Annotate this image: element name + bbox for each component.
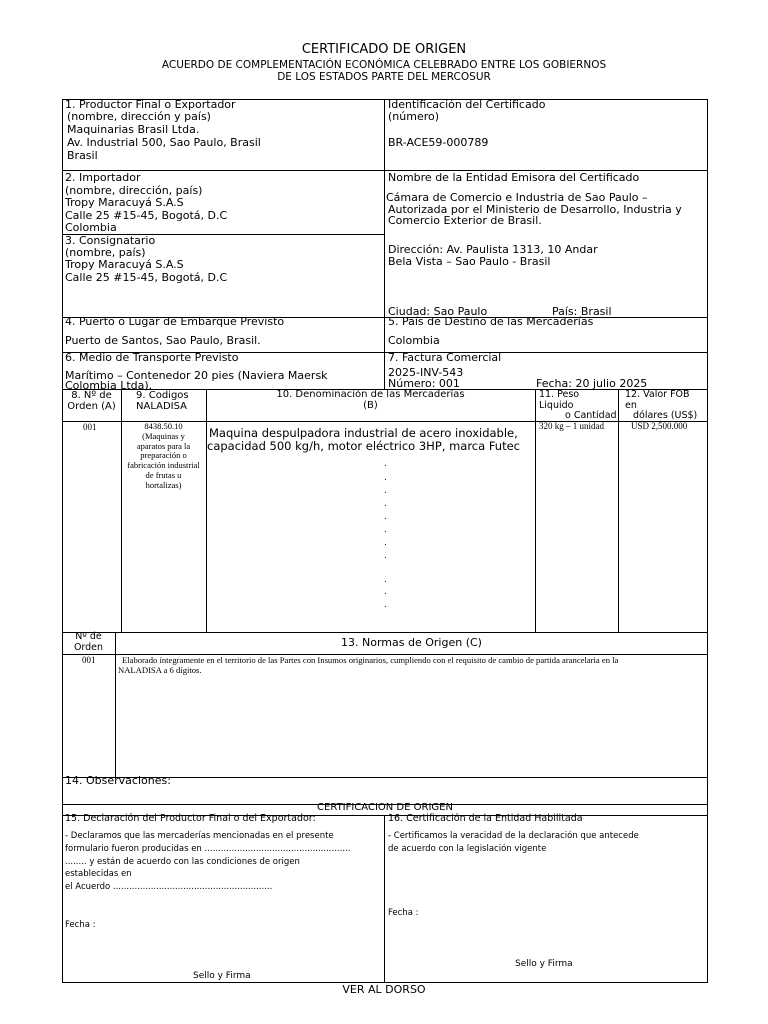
document-title: CERTIFICADO DE ORIGEN <box>301 42 467 57</box>
certificacion-entidad-label: 16. Certificación de la Entidad Habilitada <box>388 813 583 824</box>
normas-text-line1: Elaborado íntegramente en el territorio de las Partes con Insumos originarios, cumpliendo con el requisito de cambio de partida arancelaria en la <box>122 655 619 665</box>
goods-peso: 320 kg – 1 unidad <box>539 421 604 431</box>
entidad-line3: Comercio Exterior de Brasil. <box>388 214 542 227</box>
declaracion-line: - Declaramos que las mercaderías mencionadas en el presente <box>65 831 334 841</box>
document-subtitle-line2: DE LOS ESTADOS PARTE DEL MERCOSUR <box>277 71 491 83</box>
importador-address: Calle 25 #15-45, Bogotá, D.C <box>65 209 228 222</box>
entidad-line1: Cámara de Comercio e Industria de Sao Paulo – <box>386 191 648 204</box>
col-codigo-header <box>136 390 189 412</box>
declaracion-fecha: Fecha : <box>65 920 96 930</box>
declaracion-line: ........ y están de acuerdo con las condiciones de origen <box>65 857 300 867</box>
productor-address: Av. Industrial 500, Sao Paulo, Brasil <box>67 136 261 149</box>
ver-al-dorso: VER AL DORSO <box>342 983 426 996</box>
entidad-line2: Autorizada por el Ministerio de Desarrollo, Industria y <box>388 203 682 216</box>
puerto-value: Puerto de Santos, Sao Paulo, Brasil. <box>65 334 261 347</box>
col-valor-header-l1: 12. Valor FOB <box>625 389 690 400</box>
col-orden-header-l1: 8. Nº de <box>71 390 112 401</box>
certificacion-title: CERTIFICACION DE ORIGEN <box>317 802 453 813</box>
normas-label: 13. Normas de Origen (C) <box>341 636 482 649</box>
normas-orden-header-l1: Nº de <box>75 631 102 642</box>
productor-country: Brasil <box>67 149 98 162</box>
importador-sublabel: (nombre, dirección, país) <box>65 184 203 197</box>
goods-description-line2: capacidad 500 kg/h, motor eléctrico 3HP, marca Futec <box>207 439 520 453</box>
importador-name: Tropy Maracuyá S.A.S <box>65 196 184 209</box>
factura-code: 2025-INV-543 <box>388 366 464 379</box>
puerto-label: 4. Puerto o Lugar de Embarque Previsto <box>65 315 285 328</box>
normas-orden: 001 <box>82 655 96 665</box>
normas-orden-header-l2: Orden <box>73 641 104 653</box>
goods-codigo-desc-line: aparatos para la <box>136 440 191 451</box>
entidad-address1: Dirección: Av. Paulista 1313, 10 Andar <box>388 243 598 256</box>
declaracion-line: establecidas en <box>65 869 132 879</box>
col-denominacion-header-l1: 10. Denominación de las Mercaderías <box>276 389 465 400</box>
document-subtitle-line1: ACUERDO DE COMPLEMENTACIÓN ECONÓMICA CELEBRADO ENTRE LOS GOBIERNOS <box>161 59 607 71</box>
goods-orden: 001 <box>83 422 97 432</box>
goods-codigo-desc-line: (Maquinas y <box>142 430 185 441</box>
goods-codigo-desc-line: de frutas u <box>145 469 182 480</box>
goods-codigo-desc-line: fabricación industrial <box>127 460 200 471</box>
factura-label: 7. Factura Comercial <box>388 351 502 364</box>
col-peso-header-l1: 11. Peso <box>539 389 580 400</box>
certificacion-entidad-fecha: Fecha : <box>388 908 419 918</box>
certificate-number: BR-ACE59-000789 <box>388 136 489 149</box>
factura-date: Fecha: 20 julio 2025 <box>536 377 648 390</box>
entidad-city: Ciudad: Sao Paulo <box>388 305 488 318</box>
col-codigo-header-l1: 9. Codigos <box>136 390 189 401</box>
declaracion-sello-firma: Sello y Firma <box>193 971 251 981</box>
declaracion-line: el Acuerdo ........................................................... <box>65 882 273 892</box>
col-valor-header-l3: dólares (US$) <box>633 410 698 421</box>
entidad-country: País: Brasil <box>552 305 612 318</box>
productor-label: 1. Productor Final o Exportador <box>65 98 236 111</box>
destino-value: Colombia <box>388 334 440 347</box>
col-codigo-header-l2: NALADISA <box>136 401 187 412</box>
entidad-label: Nombre de la Entidad Emisora del Certificado <box>388 171 640 184</box>
consignatario-label: 3. Consignatario <box>65 234 156 247</box>
identificacion-sublabel: (número) <box>388 110 440 123</box>
goods-valor: USD 2,500.000 <box>631 421 688 431</box>
goods-codigo-desc-line: hortalizas) <box>145 479 182 490</box>
col-denominacion-header-l2: (B) <box>363 400 378 411</box>
col-denominacion-header <box>206 389 535 411</box>
normas-orden-header <box>62 632 115 653</box>
consignatario-name: Tropy Maracuyá S.A.S <box>65 258 184 271</box>
certificacion-entidad-line2: de acuerdo con la legislación vigente <box>388 844 547 854</box>
certificacion-entidad-line1: - Certificamos la veracidad de la declaración que antecede <box>388 831 639 841</box>
importador-label: 2. Importador <box>65 171 141 184</box>
observaciones-label: 14. Observaciones: <box>65 774 171 787</box>
col-orden-header <box>62 390 121 412</box>
col-valor-header <box>625 390 697 422</box>
identificacion-label: Identificación del Certificado <box>388 98 546 111</box>
factura-number: Número: 001 <box>388 377 460 390</box>
consignatario-sublabel: (nombre, país) <box>65 246 146 259</box>
productor-name: Maquinarias Brasil Ltda. <box>67 123 200 136</box>
productor-sublabel: (nombre, dirección y país) <box>67 110 211 123</box>
col-peso-header-l3: o Cantidad <box>565 410 617 421</box>
declaracion-line: formulario fueron producidas en ...................................................... <box>65 844 351 854</box>
consignatario-address: Calle 25 #15-45, Bogotá, D.C <box>65 271 228 284</box>
col-peso-header <box>539 390 617 422</box>
transporte-value-line1: Marítimo – Contenedor 20 pies (Naviera Maersk <box>65 369 328 382</box>
importador-country: Colombia <box>65 221 117 234</box>
destino-label: 5. País de Destino de las Mercaderías <box>388 315 594 328</box>
normas-text-line2: NALADISA a 6 dígitos. <box>118 665 202 675</box>
col-valor-header-l2: en <box>625 399 637 411</box>
goods-codigo-number: 8438.50.10 <box>144 421 183 431</box>
goods-codigo-desc-line: preparación o <box>140 450 187 461</box>
declaracion-label: 15. Declaración del Productor Final o del Exportador: <box>65 813 316 824</box>
transporte-label: 6. Medio de Transporte Previsto <box>65 351 239 364</box>
col-peso-header-l2: Liquido <box>539 399 574 411</box>
col-orden-header-l2: Orden (A) <box>67 401 116 412</box>
transporte-value-line2: Colombia Ltda). <box>65 379 153 392</box>
goods-codigo <box>121 422 206 491</box>
goods-description-line1: Maquina despulpadora industrial de acero inoxidable, <box>209 426 518 440</box>
entidad-address2: Bela Vista – Sao Paulo - Brasil <box>388 255 551 268</box>
certificacion-entidad-sello-firma: Sello y Firma <box>515 959 573 969</box>
